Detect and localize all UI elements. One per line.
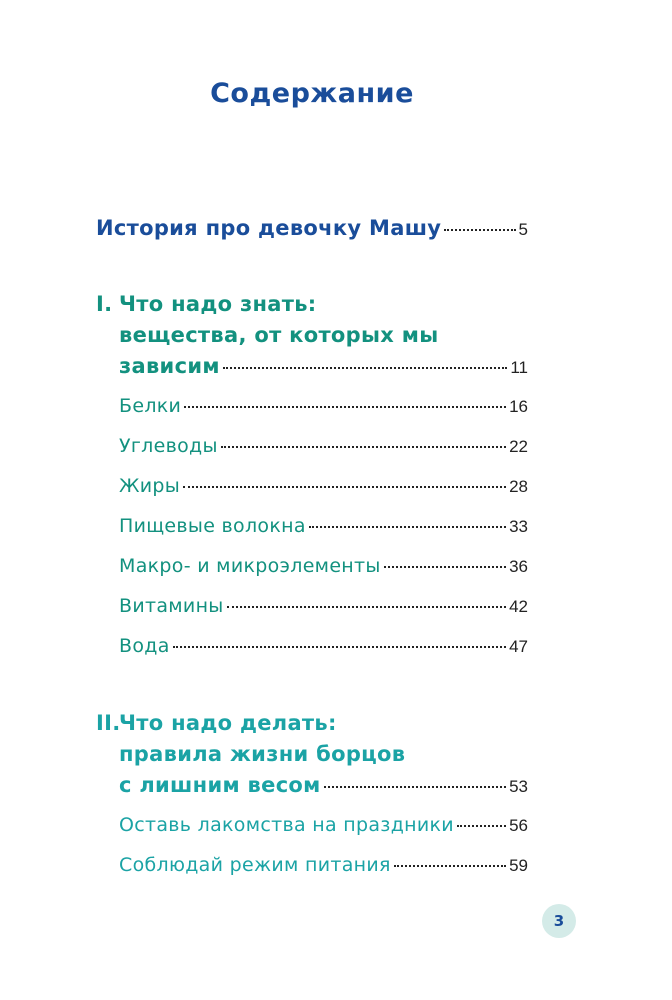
toc-entry-section-2[interactable] bbox=[119, 773, 528, 797]
toc-page-number: 22 bbox=[509, 437, 528, 456]
leader-dots bbox=[227, 606, 506, 608]
leader-dots bbox=[457, 825, 506, 827]
toc-page-number: 53 bbox=[509, 777, 528, 796]
section-heading-line[interactable]: вещества, от которых мы bbox=[119, 323, 439, 347]
toc-entry[interactable] bbox=[119, 555, 528, 577]
leader-dots bbox=[223, 367, 508, 369]
section-numeral: I. bbox=[96, 292, 113, 316]
toc-page-number: 59 bbox=[509, 856, 528, 875]
leader-dots bbox=[221, 446, 506, 448]
toc-page-number: 42 bbox=[509, 597, 528, 616]
toc-entry[interactable] bbox=[119, 515, 528, 537]
toc-entry-section-1[interactable] bbox=[119, 354, 528, 378]
toc-page-number: 11 bbox=[510, 358, 528, 377]
toc-entry-label: Пищевые волокна bbox=[119, 515, 306, 537]
toc-entry-label: История про девочку Машу bbox=[96, 216, 442, 240]
toc-page-number: 47 bbox=[509, 637, 528, 656]
toc-page-number: 16 bbox=[509, 397, 528, 416]
toc-entry-label: с лишним весом bbox=[119, 773, 321, 797]
section-numeral: II. bbox=[96, 711, 121, 735]
page-title: Содержание bbox=[210, 78, 414, 109]
toc-entry[interactable] bbox=[119, 475, 528, 497]
toc-entry-label: Витамины bbox=[119, 595, 224, 617]
leader-dots bbox=[173, 646, 506, 648]
toc-page-number: 28 bbox=[509, 477, 528, 496]
leader-dots bbox=[384, 566, 506, 568]
toc-entry-label: Соблюдай режим питания bbox=[119, 854, 391, 876]
leader-dots bbox=[309, 526, 506, 528]
toc-entry-label: Вода bbox=[119, 635, 170, 657]
toc-entry[interactable] bbox=[119, 395, 528, 417]
toc-entry[interactable] bbox=[119, 635, 528, 657]
toc-entry-label: Макро- и микроэлементы bbox=[119, 555, 381, 577]
toc-entry[interactable] bbox=[119, 435, 528, 457]
section-heading-line[interactable]: Что надо знать: bbox=[119, 292, 317, 316]
toc-page-number: 33 bbox=[509, 517, 528, 536]
toc-entry[interactable] bbox=[119, 595, 528, 617]
toc-entry-label: Жиры bbox=[119, 475, 181, 497]
toc-entry[interactable] bbox=[119, 854, 528, 876]
toc-page-number: 5 bbox=[518, 220, 528, 239]
toc-entry-intro[interactable] bbox=[96, 216, 528, 240]
toc-page-number: 36 bbox=[509, 557, 528, 576]
toc-entry-label: Углеводы bbox=[119, 435, 218, 457]
leader-dots bbox=[444, 229, 515, 231]
section-heading-line[interactable]: Что надо делать: bbox=[119, 711, 337, 735]
toc-entry-label: Белки bbox=[119, 395, 182, 417]
toc-entry-label: зависим bbox=[119, 354, 220, 378]
leader-dots bbox=[183, 486, 506, 488]
page-number-badge: 3 bbox=[542, 904, 576, 938]
leader-dots bbox=[184, 406, 506, 408]
toc-entry[interactable] bbox=[119, 814, 528, 836]
leader-dots bbox=[324, 786, 506, 788]
toc-page-number: 56 bbox=[509, 816, 528, 835]
leader-dots bbox=[394, 865, 506, 867]
toc-entry-label: Оставь лакомства на праздники bbox=[119, 814, 454, 836]
section-heading-line[interactable]: правила жизни борцов bbox=[119, 742, 406, 766]
